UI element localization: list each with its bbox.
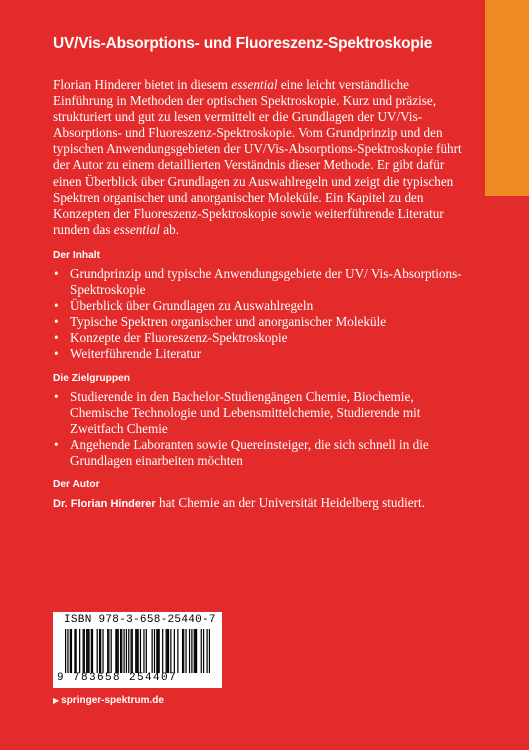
barcode-bar	[136, 629, 137, 673]
barcode-bar	[130, 629, 131, 673]
barcode-bar	[166, 629, 167, 673]
barcode-bar	[177, 629, 178, 673]
barcode-bar	[121, 629, 122, 673]
barcode-bars	[65, 629, 210, 673]
barcode-bar	[203, 629, 204, 673]
list-item-text: Überblick über Grundlagen zu Auswahlregeln	[70, 298, 314, 314]
section-heading-autor: Der Autor	[53, 478, 100, 490]
barcode-bar	[65, 629, 66, 673]
barcode-bar	[143, 629, 144, 673]
barcode-bar	[74, 629, 75, 673]
author-name: Dr. Florian Hinderer	[53, 497, 156, 510]
barcode-bar	[206, 629, 207, 673]
barcode-bar	[87, 629, 88, 673]
list-item	[53, 298, 471, 314]
barcode-bar	[116, 629, 117, 673]
intro-text-2: eine leicht verständliche Einführung in Methoden der optischen Spektroskopie. Kurz und präzise, strukturiert und gut zu lesen vermittelt er die Grundlagen der UV/Vis-Absorptions- und Fluoreszenz-Spektroskopie. Vom Grundprinzip und den typischen Anwendungsgebieten der UV/Vis-Absorptions-Spektroskopie führt der Autor zu einem detaillierten Verständnis dieser Methode. Er gibt dafür einen Überblick über Grundlagen zu Auswahlregeln und zeigt die typischen Spektren organischer und anorganischer Moleküle. Ein Kapitel zu den Konzepten der Fluoreszenz-Spektroskopie sowie weiterführende Literatur runden das	[53, 77, 462, 237]
barcode-bar	[209, 629, 210, 673]
barcode-bar	[126, 629, 127, 673]
arrow-right-icon: ▶	[53, 696, 60, 705]
bullet-icon: •	[54, 436, 59, 452]
barcode-bar	[123, 629, 124, 673]
publisher-website[interactable]	[53, 695, 164, 706]
bullet-icon: •	[54, 265, 59, 281]
barcode-bar	[170, 629, 171, 673]
barcode-bar	[79, 629, 80, 673]
website-url: springer-spektrum.de	[61, 695, 164, 706]
barcode-bar	[138, 629, 139, 673]
intro-emphasis-1: essential	[231, 77, 278, 92]
barcode-bar	[88, 629, 89, 673]
barcode-bar	[167, 629, 168, 673]
zielgruppen-list	[53, 389, 471, 469]
barcode-bar	[86, 629, 87, 673]
isbn-label: ISBN 978-3-658-25440-7	[64, 614, 216, 626]
intro-text-1: Florian Hinderer bietet in diesem	[53, 77, 232, 92]
list-item	[53, 266, 471, 298]
barcode-bar	[183, 629, 184, 673]
barcode-bar	[156, 629, 157, 673]
barcode-bar	[201, 629, 202, 673]
barcode-bar	[70, 629, 71, 673]
list-item	[53, 330, 471, 346]
back-cover-content	[53, 34, 471, 512]
list-item-text: Konzepte der Fluoreszenz-Spektroskopie	[70, 330, 288, 346]
section-heading-zielgruppen: Die Zielgruppen	[53, 372, 130, 384]
barcode-bar	[194, 629, 195, 673]
barcode-bar	[91, 629, 92, 673]
book-title: UV/Vis-Absorptions- und Fluoreszenz-Spektroskopie	[53, 35, 433, 52]
list-item-text: Grundprinzip und typische Anwendungsgebiete der UV/ Vis-Absorptions-Spektroskopie	[70, 265, 462, 298]
barcode-bar	[115, 629, 116, 673]
barcode-bar	[154, 629, 155, 673]
barcode-bar	[159, 629, 160, 673]
bullet-icon: •	[54, 298, 59, 314]
inhalt-list	[53, 266, 471, 363]
bullet-icon: •	[54, 388, 59, 404]
accent-tab	[485, 0, 529, 196]
list-item-text: Typische Spektren organischer und anorganischer Moleküle	[70, 314, 387, 330]
barcode-bar	[182, 629, 183, 673]
barcode-bar	[157, 629, 158, 673]
barcode-bar	[128, 629, 129, 673]
barcode-bar	[111, 629, 112, 673]
intro-text-3: ab.	[159, 221, 179, 237]
barcode-bar	[168, 629, 169, 673]
barcode-bar	[99, 629, 100, 673]
barcode-bar	[102, 629, 103, 673]
barcode-bar	[146, 629, 147, 673]
barcode-bar	[83, 629, 84, 673]
barcode-bar	[140, 629, 141, 673]
barcode-bar	[71, 629, 72, 673]
list-item	[53, 314, 471, 330]
barcode-bar	[108, 629, 109, 673]
barcode-bar	[196, 629, 197, 673]
barcode-bar	[76, 629, 77, 673]
ean-digits: 9 783658 254407	[57, 672, 178, 684]
barcode-bar	[118, 629, 119, 673]
barcode-bar	[84, 629, 85, 673]
list-item	[53, 389, 471, 437]
list-item	[53, 346, 471, 362]
list-item-text: Studierende in den Bachelor-Studiengängen Chemie, Biochemie, Chemische Technologie und Lebensmittelchemie, Studierende mit Zweitfach Chemie	[70, 388, 421, 436]
intro-emphasis-2: essential	[113, 221, 160, 237]
barcode-bar	[191, 629, 192, 673]
bullet-icon: •	[54, 346, 59, 362]
barcode-bar	[135, 629, 136, 673]
barcode-bar	[97, 629, 98, 673]
isbn-barcode	[53, 612, 222, 688]
barcode-bar	[107, 629, 108, 673]
barcode-bar	[67, 629, 68, 673]
list-item-text: Angehende Laboranten sowie Quereinsteiger, die sich schnell in die Grundlagen einarbeiten möchten	[70, 436, 429, 468]
barcode-bar	[174, 629, 175, 673]
list-item	[53, 437, 471, 469]
author-text: hat Chemie an der Universität Heidelberg studiert.	[155, 494, 425, 510]
bullet-icon: •	[54, 314, 59, 330]
barcode-bar	[100, 629, 101, 673]
intro-paragraph	[53, 77, 471, 238]
barcode-bar	[92, 629, 93, 673]
barcode-bar	[132, 629, 133, 673]
barcode-bar	[120, 629, 121, 673]
author-line	[53, 495, 471, 512]
barcode-bar	[185, 629, 186, 673]
section-heading-inhalt: Der Inhalt	[53, 249, 100, 261]
list-item-text: Weiterführende Literatur	[70, 346, 202, 362]
barcode-bar	[152, 629, 153, 673]
bullet-icon: •	[54, 330, 59, 346]
barcode-bar	[162, 629, 163, 673]
barcode-bar	[195, 629, 196, 673]
barcode-bar	[189, 629, 190, 673]
